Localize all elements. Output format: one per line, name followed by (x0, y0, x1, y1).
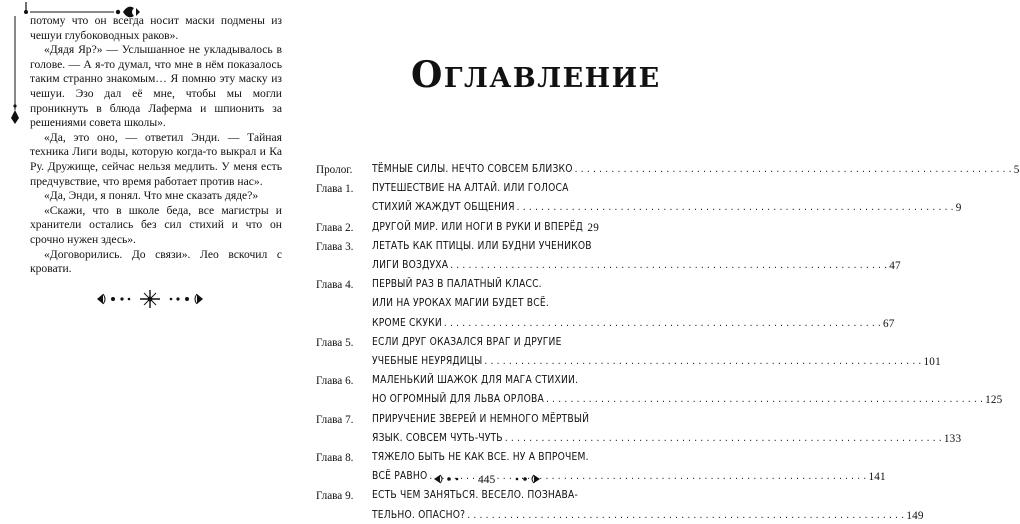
toc-leader-dots (444, 318, 881, 332)
toc-entry-title-line (372, 375, 599, 389)
toc-entry-page: 5 (1014, 164, 1020, 178)
toc-entry-title: ИЛИ НА УРОКАХ МАГИИ БУДЕТ ВСЁ. (372, 298, 549, 312)
toc-entry-title: ЛЕТАТЬ КАК ПТИЦЫ. ИЛИ БУДНИ УЧЕНИКОВ (372, 241, 592, 255)
toc-entry-title-line (372, 356, 599, 370)
left-body-text (30, 14, 282, 277)
toc-entry-title: ДРУГОЙ МИР. ИЛИ НОГИ В РУКИ И ВПЕРЁД (372, 222, 583, 236)
toc-entry-title: МАЛЕНЬКИЙ ШАЖОК ДЛЯ МАГА СТИХИИ. (372, 375, 578, 389)
section-break-ornament (95, 288, 205, 310)
toc-entry-title-line (372, 318, 599, 332)
toc-entry-title: СТИХИЙ ЖАЖДУТ ОБЩЕНИЯ (372, 202, 515, 216)
toc-entry-title-line (372, 202, 599, 216)
paragraph: потому что он всегда носит маски подмены из чешуи глубоководных раков». (30, 14, 282, 43)
toc-leader-dots (546, 394, 983, 408)
toc-entry-label: Глава 3. (316, 241, 353, 253)
toc-entry-page: 141 (868, 471, 885, 485)
toc-entry-page: 47 (889, 260, 901, 274)
toc-entry-title-line (372, 260, 599, 274)
toc-entry-title: ТЯЖЕЛО БЫТЬ НЕ КАК ВСЕ. НУ А ВПРОЧЕМ. (372, 452, 589, 466)
toc-entry-title: ЕСТЬ ЧЕМ ЗАНЯТЬСЯ. ВЕСЕЛО. ПОЗНАВА- (372, 490, 578, 504)
toc-entry-title: НО ОГРОМНЫЙ ДЛЯ ЛЬВА ОРЛОВА (372, 394, 544, 408)
toc-entry-page: 133 (944, 433, 961, 447)
toc-entry-page: 29 (587, 222, 599, 236)
toc-entry-title-line (372, 298, 599, 312)
toc-entry-title-line (372, 279, 599, 293)
toc-entry-label: Глава 4. (316, 279, 353, 291)
toc-entry-label: Глава 5. (316, 337, 353, 349)
toc-entry-page: 67 (883, 318, 895, 332)
toc-entry-label: Глава 7. (316, 414, 353, 426)
toc-entry-label: Глава 6. (316, 375, 353, 387)
toc-entry-page: 149 (906, 510, 923, 524)
toc-entry-title-line (372, 414, 599, 428)
paragraph: «Дядя Яр?» — Услышанное не укладывалось в голове. — А я-то думал, что мне в нём показалось таким странно знакомым… Я помню эту маску из чешуи. Эзо дал её мне, чтобы мы могли проникнуть в блюда Лаферма и шпионить за решениями совета школы». (30, 43, 282, 131)
left-page (0, 0, 300, 489)
toc-entry-title: ПУТЕШЕСТВИЕ НА АЛТАЙ. ИЛИ ГОЛОСА (372, 183, 569, 197)
toc-entry-title: ЛИГИ ВОЗДУХА (372, 260, 448, 274)
toc-entry-label: Глава 8. (316, 452, 353, 464)
toc-entry-label: Пролог. (316, 164, 352, 176)
toc-entry-label: Глава 9. (316, 490, 353, 502)
toc-leader-dots (517, 202, 954, 216)
toc-leader-dots (450, 260, 887, 274)
title-rest: ГЛАВЛЕНИЕ (444, 63, 661, 94)
toc-entry-title-line (372, 222, 599, 236)
toc-entry-title: ПРИРУЧЕНИЕ ЗВЕРЕЙ И НЕМНОГО МЁРТВЫЙ (372, 414, 589, 428)
toc-entry-label: Глава 2. (316, 222, 353, 234)
toc-entry-page: 101 (924, 356, 941, 370)
toc-entry-title-line (372, 433, 599, 447)
page-number: 445 (478, 474, 495, 486)
paragraph: «Да, Энди, я понял. Что мне сказать дяде?» (30, 189, 282, 204)
toc-entry-label: Глава 1. (316, 183, 353, 195)
toc-entry-title: ЕСЛИ ДРУГ ОКАЗАЛСЯ ВРАГ И ДРУГИЕ (372, 337, 562, 351)
toc-entry-title: ВСЁ РАВНО (372, 471, 427, 485)
title-initial: О (411, 54, 444, 96)
toc-entry-title: УЧЕБНЫЕ НЕУРЯДИЦЫ (372, 356, 482, 370)
toc-title (411, 54, 661, 96)
toc-entry-title: ТЕЛЬНО. ОПАСНО? (372, 510, 465, 524)
side-rule-ornament (8, 6, 22, 126)
toc-leader-dots (505, 433, 942, 447)
toc-entry-title: КРОМЕ СКУКИ (372, 318, 442, 332)
toc-entry-title-line (372, 510, 599, 524)
toc-leader-dots (575, 164, 1012, 178)
toc-entry-title: ЯЗЫК. СОВСЕМ ЧУТЬ-ЧУТЬ (372, 433, 503, 447)
paragraph: «Скажи, что в школе беда, все магистры и хранители остались без сил стихий и что он срочно нужен здесь». (30, 204, 282, 248)
toc-entry-title-line (372, 490, 599, 504)
toc-leader-dots (467, 510, 904, 524)
toc-entry-title-line (372, 183, 599, 197)
toc-entry-title: ТЁМНЫЕ СИЛЫ. НЕЧТО СОВСЕМ БЛИЗКО (372, 164, 573, 178)
toc-leader-dots (484, 356, 921, 370)
toc-entry-title-line (372, 337, 599, 351)
toc-entry-title-line (372, 394, 599, 408)
paragraph: «Да, это оно, — ответил Энди. — Тайная техника Лиги воды, которую когда-то выкрал и Ка Ру. Дружище, сейчас нельзя медлить. У меня есть предчувствие, что время работает против нас». (30, 131, 282, 189)
toc-entry-title-line (372, 164, 599, 178)
toc-entry-title: ПЕРВЫЙ РАЗ В ПАЛАТНЫЙ КЛАСС. (372, 279, 542, 293)
right-page (300, 0, 600, 489)
toc-entry-page: 125 (985, 394, 1002, 408)
toc-entry-title-line (372, 452, 599, 466)
toc-entry-title-line (372, 241, 599, 255)
paragraph: «Договорились. До связи». Лео вскочил с кровати. (30, 248, 282, 277)
toc-entry-page: 9 (956, 202, 962, 216)
